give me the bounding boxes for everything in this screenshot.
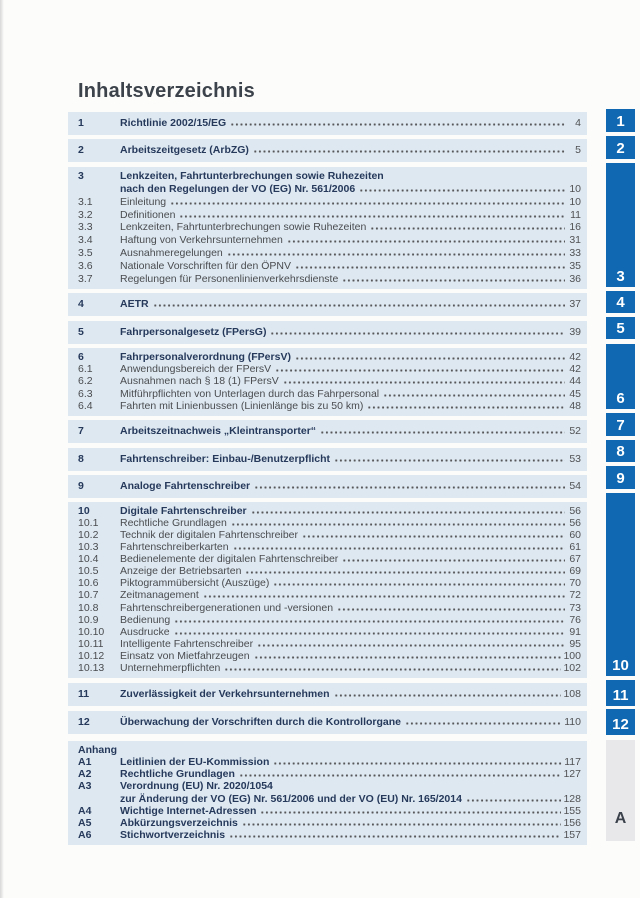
toc-entry [78, 745, 581, 756]
toc-entry-page: 91 [569, 625, 581, 638]
toc-entry-number: 10.12 [78, 649, 105, 662]
toc-entry-number: 4 [78, 297, 84, 310]
toc-entry-page: 37 [569, 297, 581, 310]
toc-entry-page: 102 [563, 661, 581, 674]
toc-entry-title: Ausnahmeregelungen [120, 247, 223, 260]
toc-leader-dots [179, 215, 565, 218]
toc-entry-page: 4 [575, 116, 581, 129]
toc-entry-number: 3.3 [78, 221, 93, 234]
toc-entry-number: 3 [78, 170, 84, 182]
toc-section-block [68, 502, 587, 678]
toc-leader-dots [260, 811, 561, 814]
toc-entry-number: 3.7 [78, 272, 93, 285]
chapter-tab-3 [606, 163, 635, 287]
toc-entry-page: 48 [569, 399, 581, 412]
toc-entry-number: 8 [78, 452, 84, 465]
toc-entry [78, 639, 581, 650]
toc-entry-page: 52 [569, 424, 581, 437]
toc-entry [78, 376, 581, 387]
toc-leader-dots [295, 357, 565, 360]
toc-leader-dots [203, 595, 565, 598]
toc-section-block [68, 475, 587, 498]
toc-entry-page: 10 [569, 195, 581, 208]
toc-entry-title: Technik der digitalen Fahrtenschreiber [120, 529, 299, 542]
toc-entry [78, 454, 581, 465]
toc-entry-title: Bedienelemente der digitalen Fahrtenschreiber [120, 553, 339, 566]
toc-entry [78, 184, 581, 195]
toc-leader-dots [229, 835, 561, 838]
toc-entry-page: 36 [569, 272, 581, 285]
toc-group-header: Anhang [78, 744, 118, 756]
toc-entry-number: 10.2 [78, 529, 99, 542]
toc-entry [78, 578, 581, 589]
toc-entry-number: 10.3 [78, 541, 99, 554]
chapter-tab-6 [606, 344, 635, 409]
toc-entry [78, 518, 581, 529]
toc-entry-title: Piktogrammübersicht (Auszüge) [120, 577, 270, 590]
toc-entry-number: 10.9 [78, 613, 99, 626]
toc-entry [78, 248, 581, 259]
chapter-tab-10 [606, 493, 635, 676]
toc-section-block [68, 711, 587, 734]
chapter-tab-label: 8 [616, 443, 625, 460]
toc-entry [78, 197, 581, 208]
toc-leader-dots [466, 799, 562, 802]
chapter-tab-label: 6 [616, 390, 625, 407]
toc-section-block [68, 293, 587, 316]
toc-entry-number: 10.6 [78, 577, 99, 590]
toc-section-block [68, 348, 587, 416]
toc-entry-page: 70 [569, 577, 581, 590]
toc-entry-number: 10.13 [78, 661, 105, 674]
toc-leader-dots [170, 202, 565, 205]
table-of-contents [68, 112, 587, 845]
toc-entry-title: Arbeitszeitnachweis „Kleintransporter“ [120, 424, 317, 437]
toc-entry-page: 54 [569, 479, 581, 492]
toc-entry-title: Fahrtenschreiberkarten [120, 541, 229, 554]
toc-leader-dots [233, 547, 565, 550]
toc-entry [78, 806, 581, 817]
toc-entry-title: Fahrtenschreiber: Einbau-/Benutzerpflicht [120, 452, 331, 465]
toc-entry-number: A3 [78, 780, 92, 793]
chapter-tab-label: 7 [616, 417, 625, 434]
toc-entry-title: Wichtige Internet-Adressen [120, 804, 257, 817]
toc-entry-page: 100 [563, 649, 581, 662]
toc-leader-dots [254, 486, 565, 489]
toc-entry [78, 781, 581, 792]
chapter-tab-12 [606, 709, 635, 735]
toc-entry-number: 2 [78, 143, 84, 156]
toc-entry-number: 10.4 [78, 553, 99, 566]
chapter-tab-a [606, 740, 635, 841]
toc-entry-title: Zeitmanagement [120, 589, 199, 602]
toc-entry-title: Ausdrucke [120, 625, 170, 638]
toc-entry-number: A1 [78, 756, 92, 769]
toc-entry-page: 156 [563, 816, 581, 829]
toc-entry-number: 10.5 [78, 565, 99, 578]
chapter-tab-label: 3 [616, 268, 625, 285]
chapter-tab-label: A [614, 810, 627, 827]
toc-leader-dots [342, 279, 565, 282]
toc-entry [78, 235, 581, 246]
toc-entry-title: Stichwortverzeichnis [120, 828, 226, 841]
toc-entry-number: 10.8 [78, 601, 99, 614]
toc-entry [78, 274, 581, 285]
page-title: Inhaltsverzeichnis [78, 80, 255, 102]
toc-entry [78, 426, 581, 437]
toc-entry-page: 157 [563, 828, 581, 841]
toc-entry [78, 794, 581, 805]
toc-entry-title: Fahrpersonalgesetz (FPersG) [120, 325, 267, 338]
toc-leader-dots [302, 535, 565, 538]
toc-entry-number: A6 [78, 828, 92, 841]
toc-entry-title: Intelligente Fahrtenschreiber [120, 637, 254, 650]
toc-leader-dots [153, 304, 565, 307]
toc-entry-page: 44 [569, 375, 581, 388]
toc-entry-number: 10.11 [78, 637, 104, 650]
toc-leader-dots [230, 123, 565, 126]
toc-leader-dots [174, 620, 565, 623]
toc-entry-number: 10.7 [78, 589, 99, 602]
chapter-tab-9 [606, 466, 635, 489]
chapter-tab-label: 5 [616, 320, 625, 337]
toc-entry-page: 95 [569, 637, 581, 650]
toc-entry-page: 10 [569, 182, 581, 195]
toc-leader-dots [337, 608, 565, 611]
toc-leader-dots [273, 583, 565, 586]
toc-entry-number: 3.2 [78, 208, 93, 221]
toc-entry-page: 60 [569, 529, 581, 542]
toc-leader-dots [257, 644, 565, 647]
toc-entry-title: Rechtliche Grundlagen [120, 517, 227, 530]
toc-entry-title: Nationale Vorschriften für den ÖPNV [120, 260, 292, 273]
toc-section-block [68, 683, 587, 706]
chapter-tab-label: 4 [616, 294, 625, 311]
toc-entry-number: 3.1 [78, 195, 93, 208]
toc-leader-dots [334, 694, 562, 697]
toc-entry-number: 6.3 [78, 387, 93, 400]
toc-entry-number: 6.2 [78, 375, 93, 388]
toc-entry-page: 61 [569, 541, 581, 554]
toc-entry-number: 11 [78, 687, 90, 700]
chapter-tab-label: 2 [616, 140, 625, 157]
toc-entry-title: Unternehmerpflichten [120, 661, 221, 674]
toc-entry [78, 615, 581, 626]
toc-entry [78, 364, 581, 375]
chapter-tab-label: 10 [612, 657, 629, 674]
toc-leader-dots [254, 656, 562, 659]
toc-entry-page: 16 [569, 221, 581, 234]
toc-section-block [68, 321, 587, 344]
toc-entry-page: 155 [563, 804, 581, 817]
toc-entry-number: 3.6 [78, 260, 93, 273]
chapter-tab-label: 11 [612, 687, 629, 704]
toc-entry [78, 506, 581, 517]
toc-entry-page: 117 [564, 756, 581, 769]
toc-entry-title: Lenkzeiten, Fahrtunterbrechungen sowie Ruhezeiten [120, 221, 367, 234]
toc-entry-page: 72 [569, 589, 581, 602]
toc-leader-dots [273, 762, 562, 765]
toc-entry-number: 10.10 [78, 625, 105, 638]
toc-entry [78, 717, 581, 728]
toc-leader-dots [370, 227, 565, 230]
toc-leader-dots [245, 571, 565, 574]
toc-entry [78, 401, 581, 412]
toc-leader-dots [383, 394, 565, 397]
toc-entry-title: zur Änderung der VO (EG) Nr. 561/2006 und der VO (EU) Nr. 165/2014 [120, 792, 462, 805]
toc-entry-title: Leitlinien der EU-Kommission [120, 756, 270, 769]
toc-entry [78, 818, 581, 829]
toc-entry-page: 128 [563, 792, 581, 805]
toc-entry [78, 554, 581, 565]
toc-entry-page: 35 [569, 260, 581, 273]
scan-edge-shadow [0, 0, 4, 898]
toc-entry-number: 10.1 [78, 517, 99, 530]
toc-section-block [68, 448, 587, 471]
toc-entry-number: 9 [78, 479, 84, 492]
toc-entry-page: 31 [569, 234, 581, 247]
toc-entry-number: 6.1 [78, 363, 93, 376]
toc-entry-number: 3.4 [78, 234, 93, 247]
toc-entry-number: A2 [78, 768, 92, 781]
toc-entry-number: 12 [78, 715, 90, 728]
toc-entry-page: 110 [564, 715, 581, 728]
toc-entry-page: 67 [569, 553, 581, 566]
toc-entry-title: Arbeitszeitgesetz (ArbZG) [120, 143, 249, 156]
toc-entry-title: Überwachung der Vorschriften durch die Kontrollorgane [120, 715, 402, 728]
toc-entry [78, 210, 581, 221]
toc-leader-dots [342, 559, 565, 562]
toc-entry-title: Lenkzeiten, Fahrtunterbrechungen sowie Ruhezeiten [120, 170, 384, 182]
toc-entry-page: 69 [569, 565, 581, 578]
toc-entry-title: Abkürzungsverzeichnis [120, 816, 238, 829]
toc-entry-number: 6.4 [78, 399, 93, 412]
chapter-tab-label: 9 [616, 470, 625, 487]
toc-entry-title: Haftung von Verkehrsunternehmen [120, 234, 283, 247]
toc-entry-number: 7 [78, 424, 84, 437]
toc-entry-page: 45 [569, 387, 581, 400]
toc-entry [78, 171, 581, 182]
toc-leader-dots [367, 406, 565, 409]
toc-section-block [68, 420, 587, 443]
toc-entry-page: 127 [563, 768, 581, 781]
toc-entry-page: 33 [569, 247, 581, 260]
toc-entry-page: 11 [570, 208, 581, 221]
toc-entry [78, 663, 581, 674]
toc-entry-page: 5 [575, 143, 581, 156]
chapter-tab-1 [606, 109, 635, 132]
toc-leader-dots [283, 381, 565, 384]
toc-section-block [68, 741, 587, 845]
toc-entry-title: Regelungen für Personenlinienverkehrsdienste [120, 272, 339, 285]
toc-entry-number: A5 [78, 816, 92, 829]
toc-entry-page: 76 [569, 613, 581, 626]
toc-leader-dots [359, 189, 565, 192]
toc-entry-page: 42 [569, 363, 581, 376]
toc-entry-title: Definitionen [120, 208, 176, 221]
toc-leader-dots [239, 774, 562, 777]
toc-entry [78, 389, 581, 400]
toc-leader-dots [295, 266, 565, 269]
toc-entry-page: 53 [569, 452, 581, 465]
toc-entry [78, 542, 581, 553]
toc-entry [78, 689, 581, 700]
toc-entry-page: 56 [569, 505, 581, 517]
chapter-tab-5 [606, 317, 635, 339]
toc-entry-number: 10 [78, 505, 90, 517]
toc-entry-title: Mitführpflichten von Unterlagen durch das Fahrpersonal [120, 387, 380, 400]
chapter-tab-11 [606, 680, 635, 706]
toc-entry-title: Bedienung [120, 613, 171, 626]
toc-entry-page: 108 [563, 687, 581, 700]
toc-entry [78, 566, 581, 577]
toc-leader-dots [224, 668, 561, 671]
toc-leader-dots [242, 823, 562, 826]
chapter-tab-label: 1 [616, 113, 625, 130]
toc-leader-dots [320, 431, 565, 434]
toc-entry [78, 603, 581, 614]
toc-entry [78, 261, 581, 272]
toc-entry [78, 769, 581, 780]
toc-entry-number: 5 [78, 325, 84, 338]
toc-entry-title: AETR [120, 297, 149, 310]
toc-entry [78, 145, 581, 156]
toc-leader-dots [334, 459, 565, 462]
toc-entry-title: Zuverlässigkeit der Verkehrsunternehmen [120, 687, 330, 700]
toc-entry [78, 299, 581, 310]
toc-entry [78, 222, 581, 233]
toc-entry-title: Richtlinie 2002/15/EG [120, 116, 227, 129]
chapter-tab-7 [606, 413, 635, 436]
toc-leader-dots [174, 632, 565, 635]
toc-section-block [68, 112, 587, 135]
chapter-tab-2 [606, 136, 635, 159]
toc-leader-dots [253, 150, 565, 153]
toc-entry-title: Fahrpersonalverordnung (FPersV) [120, 351, 291, 363]
toc-entry-title: Anzeige der Betriebsarten [120, 565, 242, 578]
toc-entry-page: 73 [569, 601, 581, 614]
toc-entry [78, 651, 581, 662]
toc-entry [78, 327, 581, 338]
toc-entry-title: Analoge Fahrtenschreiber [120, 479, 251, 492]
toc-entry [78, 352, 581, 363]
toc-section-block [68, 167, 587, 289]
toc-entry-number: 1 [78, 116, 84, 129]
chapter-tab-rail [606, 0, 635, 898]
toc-entry [78, 757, 581, 768]
toc-entry [78, 627, 581, 638]
toc-entry [78, 590, 581, 601]
toc-entry-title: nach den Regelungen der VO (EG) Nr. 561/2006 [120, 182, 356, 195]
toc-section-block [68, 139, 587, 162]
toc-entry [78, 481, 581, 492]
toc-entry-title: Einleitung [120, 195, 167, 208]
toc-entry-title: Verordnung (EU) Nr. 2020/1054 [120, 780, 273, 793]
toc-entry [78, 830, 581, 841]
toc-entry-title: Einsatz von Mietfahrzeugen [120, 649, 250, 662]
toc-entry-title: Fahrten mit Linienbussen (Linienlänge bis zu 50 km) [120, 399, 364, 412]
toc-entry [78, 118, 581, 129]
toc-entry-page: 56 [569, 517, 581, 530]
toc-leader-dots [405, 722, 562, 725]
toc-entry-page: 39 [569, 325, 581, 338]
toc-leader-dots [275, 369, 565, 372]
toc-entry [78, 530, 581, 541]
toc-entry-title: Ausnahmen nach § 18 (1) FPersV [120, 375, 279, 388]
toc-leader-dots [270, 332, 565, 335]
chapter-tab-8 [606, 440, 635, 462]
toc-leader-dots [251, 511, 565, 514]
toc-leader-dots [231, 523, 565, 526]
chapter-tab-label: 12 [612, 716, 629, 733]
toc-entry-page: 42 [569, 351, 581, 363]
toc-entry-number: A4 [78, 804, 92, 817]
chapter-tab-4 [606, 291, 635, 313]
toc-entry-title: Digitale Fahrtenschreiber [120, 505, 247, 517]
toc-entry-title: Anwendungsbereich der FPersV [120, 363, 272, 376]
toc-leader-dots [287, 240, 565, 243]
toc-leader-dots [227, 253, 565, 256]
toc-entry-title: Rechtliche Grundlagen [120, 768, 235, 781]
toc-entry-number: 3.5 [78, 247, 93, 260]
toc-entry-title: Fahrtenschreibergenerationen und -versionen [120, 601, 334, 614]
toc-entry-number: 6 [78, 351, 84, 363]
